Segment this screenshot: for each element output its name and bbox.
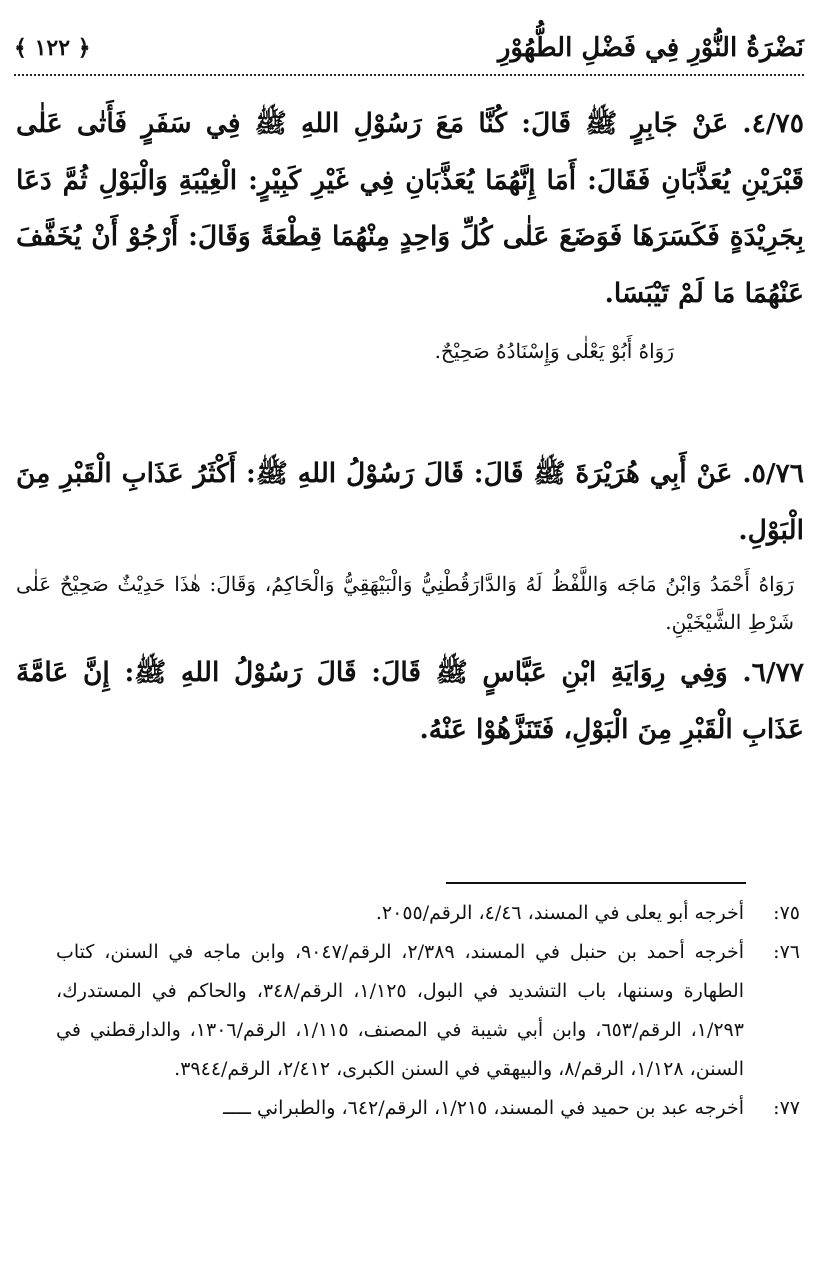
footnote-item xyxy=(56,894,800,933)
hadith-body: عَنْ أَبِي هُرَيْرَةَ ﷺ قَالَ: قَالَ رَسُوْلُ اللهِ ﷺ: أَكْثَرُ عَذَابِ الْقَبْرِ مِنَ الْبَوْلِ. xyxy=(16,458,804,546)
page-number: ﴿ ١٢٢ ﴾ xyxy=(14,35,91,61)
hadith-body: وَفِي رِوَايَةِ ابْنِ عَبَّاسٍ ﷺ قَالَ: قَالَ رَسُوْلُ اللهِ ﷺ: إِنَّ عَامَّةَ عَذَابِ الْقَبْرِ مِنَ الْبَوْلِ، فَتَنَزَّهُوْا عَنْهُ. xyxy=(16,657,804,745)
hadith-body: عَنْ جَابِرٍ ﷺ قَالَ: كُنَّا مَعَ رَسُوْلِ اللهِ ﷺ فِي سَفَرٍ فَأَتٰى عَلٰى قَبْرَيْنِ يُعَذَّبَانِ فَقَالَ: أَمَا إِنَّهُمَا يُعَذَّبَانِ فِي غَيْرِ كَبِيْرٍ: الْغِيْبَةِ وَالْبَوْلِ ثُمَّ دَعَا بِجَرِيْدَةٍ فَكَسَرَهَا فَوَضَعَ عَلٰى كُلِّ وَاحِدٍ مِنْهُمَا قِطْعَةً وَقَالَ: أَرْجُوْ أَنْ يُخَفَّفَ عَنْهُمَا مَا لَمْ تَيْبَسَا. xyxy=(16,108,804,309)
footnote-item xyxy=(56,1089,800,1128)
hadith-77 xyxy=(16,645,804,758)
footnote-text: أخرجه عبد بن حميد في المسند، ١/٢١٥، الرقم/٦٤٢، والطبراني ـــــ xyxy=(223,1097,744,1119)
section-gap xyxy=(16,370,804,446)
hadith-source: رَوَاهُ أَحْمَدُ وَابْنُ مَاجَه وَاللَّفْظُ لَهُ وَالدَّارَقُطْنِيُّ وَالْبَيْهَقِيُّ وَالْحَاكِمُ، وَقَالَ: هٰذَا حَدِيْثٌ صَحِيْحٌ عَلٰى شَرْطِ الشَّيْخَيْنِ. xyxy=(16,572,794,634)
hadith-number: ٤/٧٥. xyxy=(742,108,804,139)
hadith-number: ٥/٧٦. xyxy=(742,458,804,489)
hadith-76 xyxy=(16,446,804,559)
footnote-number: ٧٦: xyxy=(773,941,800,963)
page-header xyxy=(14,22,804,74)
footnotes xyxy=(56,894,800,1128)
footnote-number: ٧٥: xyxy=(773,902,800,924)
hadith-source: رَوَاهُ أَبُوْ يَعْلٰى وَإِسْنَادُهُ صَحِيْحٌ. xyxy=(434,339,674,363)
footnote-text: أخرجه أحمد بن حنبل في المسند، ٢/٣٨٩، الرقم/٩٠٤٧، وابن ماجه في السنن، كتاب الطهارة وسننها، باب التشديد في البول، ١/١٢٥، الرقم/٣٤٨، والحاكم في المستدرك، ١/٢٩٣، الرقم/٦٥٣، وابن أبي شيبة في المصنف، ١/١١٥، الرقم/١٣٠٦، والدارقطني في السنن، ١/١٢٨، الرقم/٨، والبيهقي في السنن الكبرى، ٢/٤١٢، الرقم/٣٩٤٤. xyxy=(56,941,744,1080)
footnote-number: ٧٧: xyxy=(773,1097,800,1119)
hadith-number: ٦/٧٧. xyxy=(742,657,804,688)
running-title: نَضْرَةُ النُّوْرِ فِي فَضْلِ الطُّهُوْرِ xyxy=(497,33,804,63)
footnote-item xyxy=(56,933,800,1089)
footnote-divider xyxy=(446,882,746,884)
footnote-text: أخرجه أبو يعلى في المسند، ٤/٤٦، الرقم/٢٠٥٥. xyxy=(375,902,744,924)
header-divider xyxy=(14,74,804,76)
main-text xyxy=(16,96,804,758)
hadith-75 xyxy=(16,96,804,322)
